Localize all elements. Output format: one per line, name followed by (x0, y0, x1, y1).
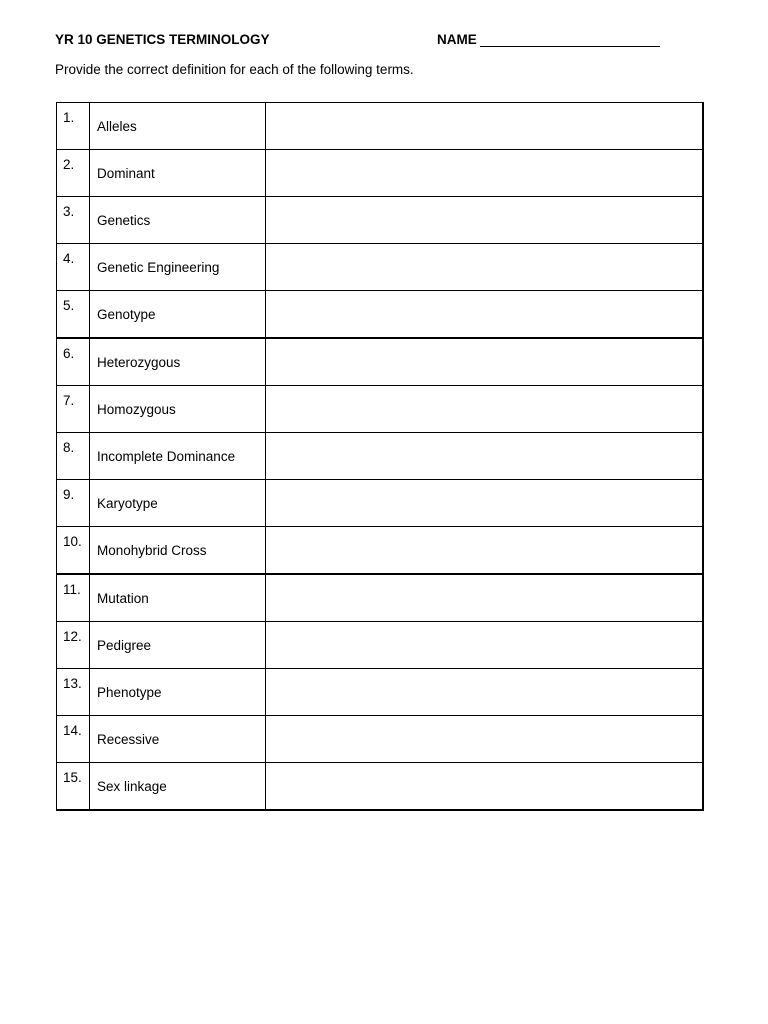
term-number-cell (57, 669, 90, 716)
term-number: 4. (63, 251, 75, 266)
definition-answer-cell[interactable] (266, 574, 704, 622)
definition-answer-cell[interactable] (266, 338, 704, 386)
definition-answer-cell[interactable] (266, 103, 704, 150)
name-blank-line[interactable] (480, 46, 660, 47)
term-number: 5. (63, 298, 75, 313)
term-number: 8. (63, 440, 75, 455)
term-number: 12. (63, 629, 82, 644)
definition-answer-cell[interactable] (266, 763, 704, 811)
term-cell (90, 716, 266, 763)
term-label: Genotype (97, 307, 156, 322)
term-number: 1. (63, 110, 75, 125)
term-number: 9. (63, 487, 75, 502)
worksheet-title: YR 10 GENETICS TERMINOLOGY (55, 32, 270, 47)
table-row (57, 244, 704, 291)
term-number-cell (57, 622, 90, 669)
term-cell (90, 433, 266, 480)
definition-answer-cell[interactable] (266, 244, 704, 291)
table-row (57, 622, 704, 669)
term-label: Alleles (97, 119, 137, 134)
table-row (57, 763, 704, 811)
term-number: 6. (63, 346, 75, 361)
term-number-cell (57, 480, 90, 527)
term-number-cell (57, 574, 90, 622)
term-label: Incomplete Dominance (97, 449, 236, 464)
table-row (57, 433, 704, 480)
table-row (57, 291, 704, 339)
definition-answer-cell[interactable] (266, 386, 704, 433)
term-number: 3. (63, 204, 75, 219)
definition-answer-cell[interactable] (266, 197, 704, 244)
term-number-cell (57, 716, 90, 763)
term-number: 15. (63, 770, 82, 785)
table-row (57, 480, 704, 527)
term-label: Pedigree (97, 638, 152, 653)
term-label: Dominant (97, 166, 155, 181)
table-row (57, 103, 704, 150)
term-label: Karyotype (97, 496, 158, 511)
term-cell (90, 197, 266, 244)
definition-answer-cell[interactable] (266, 433, 704, 480)
term-cell (90, 622, 266, 669)
term-cell (90, 338, 266, 386)
term-label: Genetic Engineering (97, 260, 220, 275)
table-row (57, 197, 704, 244)
term-number-cell (57, 433, 90, 480)
definition-answer-cell[interactable] (266, 291, 704, 339)
term-cell (90, 150, 266, 197)
terms-table (56, 102, 704, 811)
term-cell (90, 527, 266, 575)
term-number-cell (57, 197, 90, 244)
table-row (57, 338, 704, 386)
table-row (57, 527, 704, 575)
term-cell (90, 669, 266, 716)
term-label: Phenotype (97, 685, 162, 700)
term-number: 13. (63, 676, 82, 691)
term-number-cell (57, 244, 90, 291)
table-row (57, 386, 704, 433)
term-cell (90, 574, 266, 622)
table-row (57, 669, 704, 716)
name-label: NAME (437, 32, 477, 47)
term-cell (90, 103, 266, 150)
definition-answer-cell[interactable] (266, 669, 704, 716)
definition-answer-cell[interactable] (266, 527, 704, 575)
term-cell (90, 763, 266, 811)
term-number-cell (57, 338, 90, 386)
term-label: Sex linkage (97, 779, 167, 794)
table-row (57, 150, 704, 197)
term-number: 11. (63, 582, 81, 597)
term-label: Genetics (97, 213, 151, 228)
term-label: Recessive (97, 732, 160, 747)
term-label: Homozygous (97, 402, 176, 417)
table-row (57, 574, 704, 622)
definition-answer-cell[interactable] (266, 622, 704, 669)
term-cell (90, 244, 266, 291)
term-number-cell (57, 386, 90, 433)
term-number: 2. (63, 157, 75, 172)
term-cell (90, 480, 266, 527)
definition-answer-cell[interactable] (266, 716, 704, 763)
term-number-cell (57, 150, 90, 197)
term-number-cell (57, 527, 90, 575)
definition-answer-cell[interactable] (266, 480, 704, 527)
term-number-cell (57, 291, 90, 339)
table-row (57, 716, 704, 763)
term-label: Monohybrid Cross (97, 543, 207, 558)
term-label: Heterozygous (97, 355, 181, 370)
term-number: 14. (63, 723, 82, 738)
term-number-cell (57, 763, 90, 811)
term-cell (90, 386, 266, 433)
term-number-cell (57, 103, 90, 150)
term-label: Mutation (97, 591, 149, 606)
term-number: 10. (63, 534, 82, 549)
instructions-text: Provide the correct definition for each of the following terms. (55, 62, 414, 77)
term-cell (90, 291, 266, 339)
definition-answer-cell[interactable] (266, 150, 704, 197)
term-number: 7. (63, 393, 75, 408)
